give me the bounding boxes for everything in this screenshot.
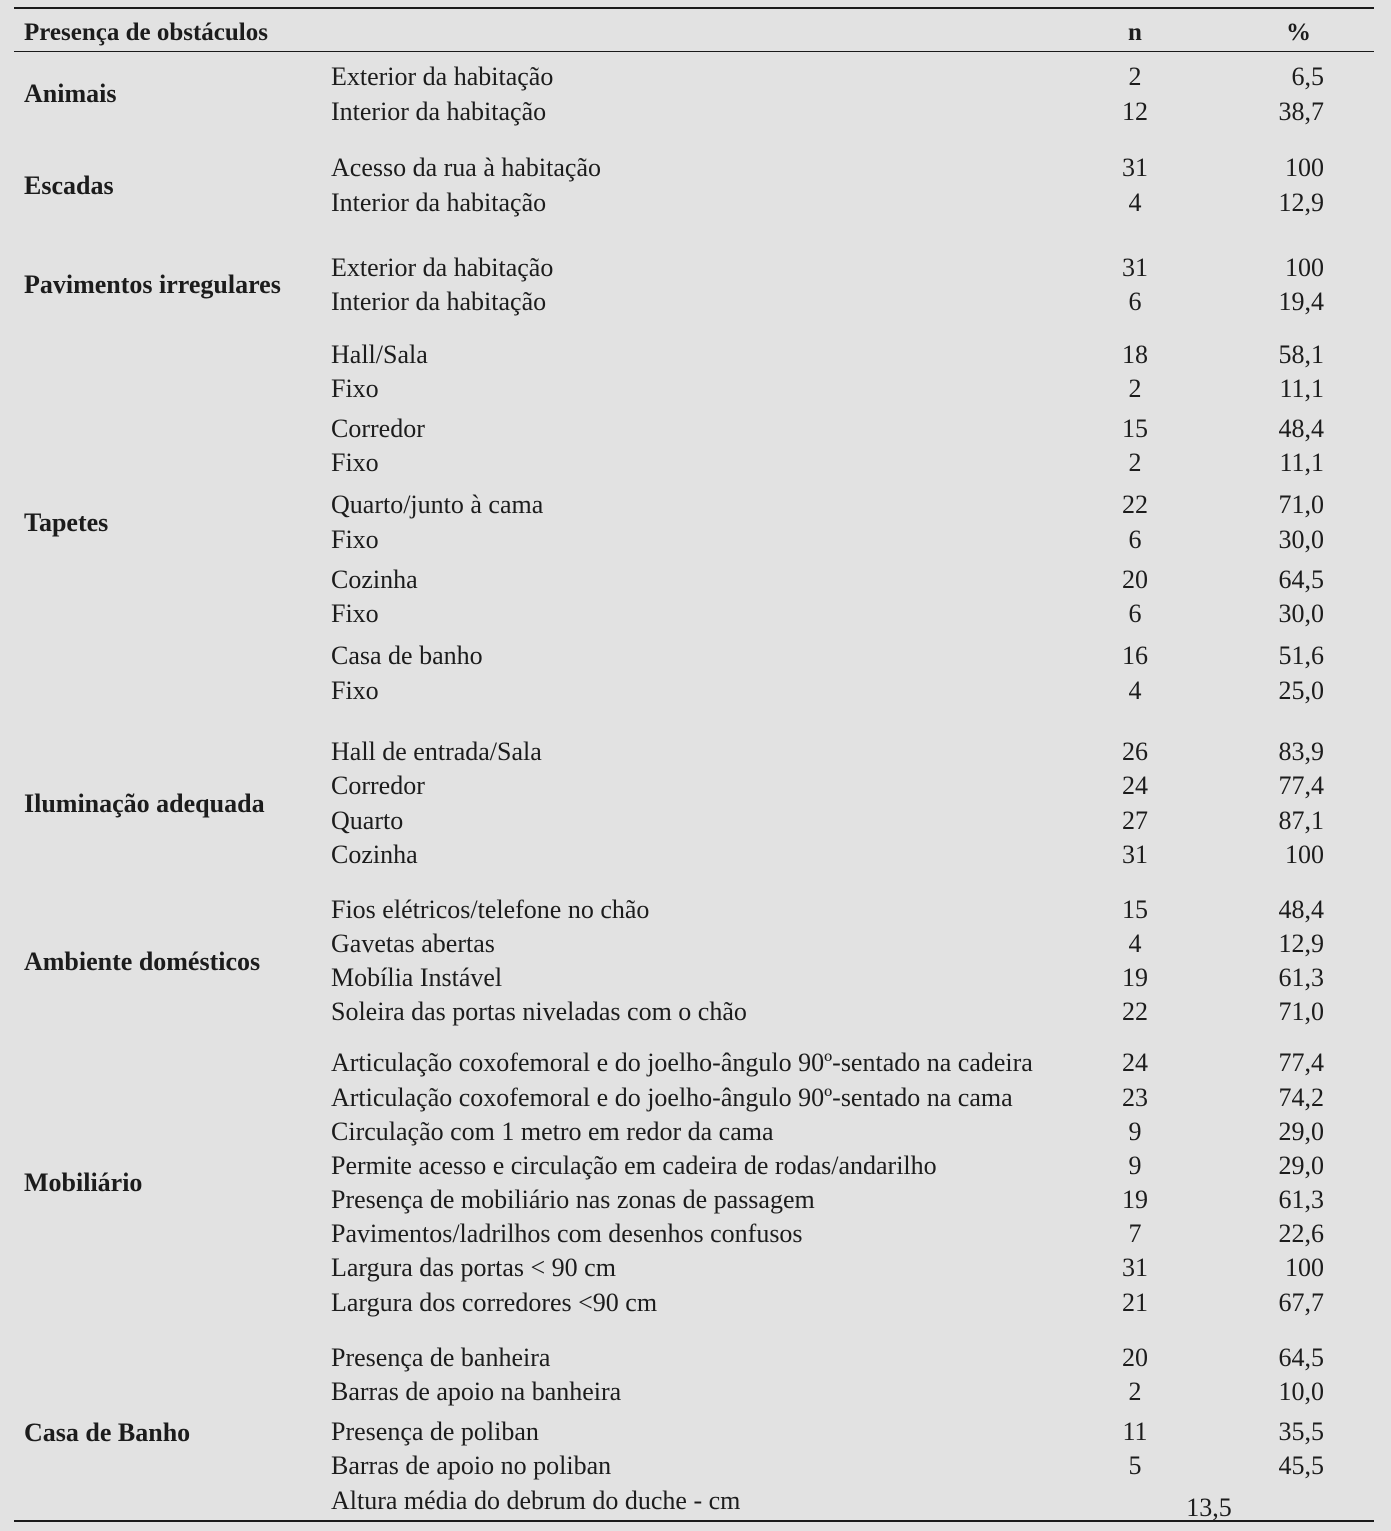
- row-n-value: 22: [1122, 997, 1148, 1026]
- row-label: Fixo: [331, 448, 379, 477]
- row-n-value: 21: [1122, 1288, 1148, 1317]
- category-label: Mobiliário: [24, 1168, 143, 1197]
- row-label: Fixo: [331, 374, 379, 403]
- row-n-value: 20: [1122, 565, 1148, 594]
- row-label: Corredor: [331, 414, 425, 443]
- row-label: Interior da habitação: [331, 188, 547, 217]
- row-n-value: 19: [1122, 1185, 1148, 1214]
- row-n-value: 31: [1122, 253, 1148, 282]
- row-label: Quarto: [331, 806, 404, 835]
- row-percent-value: 25,0: [1278, 676, 1324, 705]
- row-percent-value: 45,5: [1278, 1451, 1324, 1480]
- row-n-value: 5: [1128, 1451, 1142, 1480]
- row-n-value: 2: [1128, 1377, 1142, 1406]
- row-percent-value: 83,9: [1278, 737, 1324, 766]
- row-label: Permite acesso e circulação em cadeira de rodas/andarilho: [331, 1151, 937, 1180]
- row-n-value: 15: [1122, 895, 1148, 924]
- table-bottom-rule: [14, 1520, 1374, 1522]
- row-label: Articulação coxofemoral e do joelho-ângulo 90º-sentado na cadeira: [331, 1048, 1033, 1077]
- category-label: Casa de Banho: [24, 1418, 191, 1447]
- row-percent-value: 77,4: [1278, 1048, 1324, 1077]
- row-n-value: 6: [1128, 525, 1142, 554]
- row-label: Fixo: [331, 599, 379, 628]
- row-label: Exterior da habitação: [331, 62, 554, 91]
- category-label: Escadas: [24, 171, 114, 200]
- row-label: Corredor: [331, 771, 425, 800]
- category-label: Iluminação adequada: [24, 789, 265, 818]
- row-label: Interior da habitação: [331, 287, 547, 316]
- row-n-value: 6: [1128, 287, 1142, 316]
- row-label: Largura dos corredores <90 cm: [331, 1288, 658, 1317]
- row-label: Fios elétricos/telefone no chão: [331, 895, 650, 924]
- row-percent-value: 48,4: [1278, 895, 1324, 924]
- header-n: n: [1128, 19, 1142, 46]
- row-label: Acesso da rua à habitação: [331, 153, 601, 182]
- row-label: Cozinha: [331, 565, 418, 594]
- header-percent: %: [1286, 19, 1311, 46]
- last-row-label: Altura média do debrum do duche - cm: [331, 1486, 741, 1515]
- row-n-value: 6: [1128, 599, 1142, 628]
- row-percent-value: 74,2: [1278, 1083, 1324, 1112]
- row-n-value: 19: [1122, 963, 1148, 992]
- row-n-value: 18: [1122, 340, 1148, 369]
- row-n-value: 4: [1128, 929, 1142, 958]
- row-n-value: 22: [1122, 490, 1148, 519]
- row-n-value: 9: [1128, 1151, 1142, 1180]
- row-percent-value: 29,0: [1278, 1117, 1324, 1146]
- row-percent-value: 71,0: [1278, 490, 1324, 519]
- row-label: Hall de entrada/Sala: [331, 737, 542, 766]
- row-percent-value: 12,9: [1278, 188, 1324, 217]
- row-percent-value: 19,4: [1278, 287, 1324, 316]
- row-label: Presença de poliban: [331, 1417, 539, 1446]
- row-n-value: 15: [1122, 414, 1148, 443]
- row-percent-value: 22,6: [1278, 1219, 1324, 1248]
- row-percent-value: 11,1: [1279, 448, 1324, 477]
- row-label: Interior da habitação: [331, 97, 547, 126]
- row-percent-value: 71,0: [1278, 997, 1324, 1026]
- row-n-value: 2: [1128, 62, 1142, 91]
- row-n-value: 11: [1122, 1417, 1148, 1446]
- row-percent-value: 64,5: [1278, 565, 1324, 594]
- category-label: Pavimentos irregulares: [24, 270, 281, 299]
- header-obstacles: Presença de obstáculos: [24, 19, 268, 46]
- row-n-value: 4: [1128, 188, 1142, 217]
- row-label: Presença de mobiliário nas zonas de passagem: [331, 1185, 815, 1214]
- row-label: Barras de apoio na banheira: [331, 1377, 622, 1406]
- row-percent-value: 10,0: [1278, 1377, 1324, 1406]
- row-percent-value: 100: [1285, 253, 1324, 282]
- row-label: Fixo: [331, 525, 379, 554]
- row-label: Soleira das portas niveladas com o chão: [331, 997, 747, 1026]
- row-percent-value: 64,5: [1278, 1343, 1324, 1372]
- row-percent-value: 29,0: [1278, 1151, 1324, 1180]
- row-n-value: 2: [1128, 374, 1142, 403]
- row-label: Cozinha: [331, 840, 418, 869]
- row-label: Fixo: [331, 676, 379, 705]
- row-percent-value: 100: [1285, 153, 1324, 182]
- row-percent-value: 48,4: [1278, 414, 1324, 443]
- row-percent-value: 77,4: [1278, 771, 1324, 800]
- row-n-value: 31: [1122, 153, 1148, 182]
- row-label: Exterior da habitação: [331, 253, 554, 282]
- row-label: Gavetas abertas: [331, 929, 495, 958]
- row-percent-value: 67,7: [1278, 1288, 1324, 1317]
- category-label: Animais: [24, 79, 117, 108]
- row-n-value: 31: [1122, 1253, 1148, 1282]
- row-n-value: 12: [1122, 97, 1148, 126]
- row-percent-value: 61,3: [1278, 1185, 1324, 1214]
- row-label: Circulação com 1 metro em redor da cama: [331, 1117, 774, 1146]
- table-top-rule: [14, 7, 1374, 9]
- row-n-value: 16: [1122, 641, 1148, 670]
- row-label: Barras de apoio no poliban: [331, 1451, 612, 1480]
- row-n-value: 2: [1128, 448, 1142, 477]
- row-n-value: 31: [1122, 840, 1148, 869]
- row-percent-value: 87,1: [1278, 806, 1324, 835]
- row-label: Presença de banheira: [331, 1343, 551, 1372]
- row-label: Mobília Instável: [331, 963, 503, 992]
- row-n-value: 7: [1128, 1219, 1142, 1248]
- row-percent-value: 100: [1285, 840, 1324, 869]
- row-percent-value: 30,0: [1278, 599, 1324, 628]
- row-n-value: 24: [1122, 771, 1148, 800]
- row-label: Hall/Sala: [331, 340, 428, 369]
- row-label: Articulação coxofemoral e do joelho-ângulo 90º-sentado na cama: [331, 1083, 1013, 1112]
- last-row-value: 13,5: [1186, 1493, 1232, 1522]
- row-percent-value: 35,5: [1278, 1417, 1324, 1446]
- table-header-rule: [14, 51, 1374, 52]
- row-percent-value: 38,7: [1278, 97, 1324, 126]
- row-label: Pavimentos/ladrilhos com desenhos confusos: [331, 1219, 803, 1248]
- row-n-value: 23: [1122, 1083, 1148, 1112]
- row-n-value: 9: [1128, 1117, 1142, 1146]
- row-percent-value: 11,1: [1279, 374, 1324, 403]
- row-percent-value: 30,0: [1278, 525, 1324, 554]
- category-label: Tapetes: [24, 508, 109, 537]
- row-percent-value: 12,9: [1278, 929, 1324, 958]
- row-n-value: 26: [1122, 737, 1148, 766]
- row-percent-value: 61,3: [1278, 963, 1324, 992]
- row-percent-value: 58,1: [1278, 340, 1324, 369]
- row-label: Quarto/junto à cama: [331, 490, 544, 519]
- row-percent-value: 6,5: [1291, 62, 1324, 91]
- row-n-value: 24: [1122, 1048, 1148, 1077]
- row-n-value: 4: [1128, 676, 1142, 705]
- row-n-value: 27: [1122, 806, 1148, 835]
- row-n-value: 20: [1122, 1343, 1148, 1372]
- row-percent-value: 100: [1285, 1253, 1324, 1282]
- row-label: Casa de banho: [331, 641, 483, 670]
- category-label: Ambiente domésticos: [24, 947, 261, 976]
- row-percent-value: 51,6: [1278, 641, 1324, 670]
- row-label: Largura das portas < 90 cm: [331, 1253, 616, 1282]
